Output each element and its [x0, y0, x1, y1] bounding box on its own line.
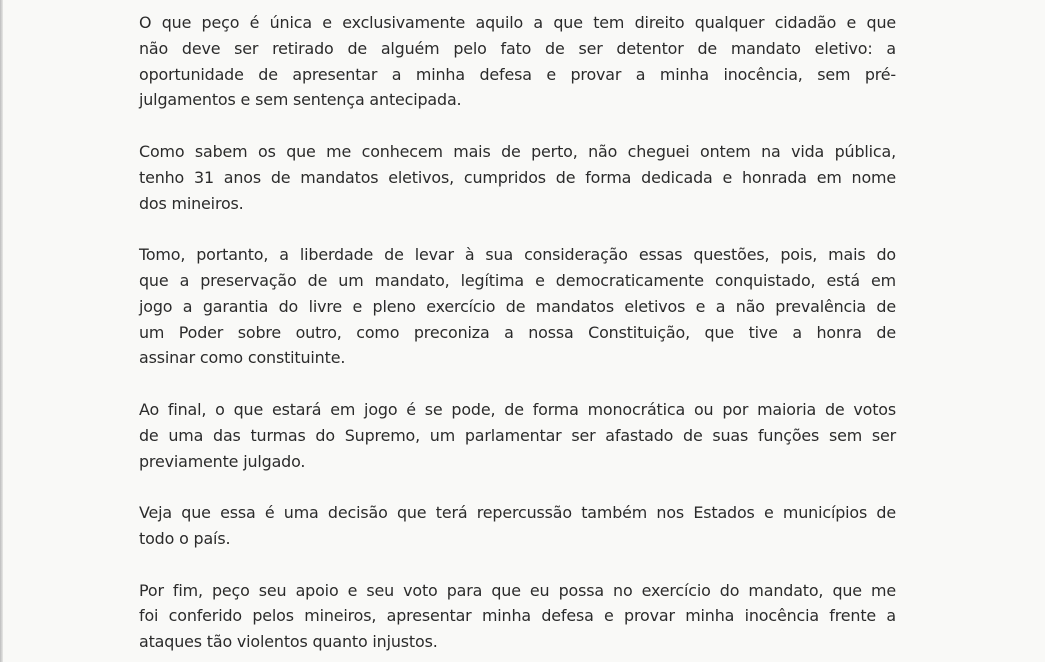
text-line: que a preservação de um mandato, legítima e democraticamente conquistado, está em — [139, 270, 896, 290]
text-line: Tomo, portanto, a liberdade de levar à sua consideração essas questões, pois, mais do — [139, 245, 896, 265]
text-line: Ao final, o que estará em jogo é se pode, de forma monocrática ou por maioria de votos — [139, 399, 896, 419]
text-line: oportunidade de apresentar a minha defesa e provar a minha inocência, sem pré- — [139, 64, 896, 84]
text-line: assinar como constituinte. — [139, 348, 346, 368]
paragraph-public-life — [139, 139, 896, 216]
text-line: ataques tão violentos quanto injustos. — [139, 632, 438, 652]
text-line: O que peço é única e exclusivamente aquilo a que tem direito qualquer cidadão e que — [139, 13, 896, 32]
text-line: foi conferido pelos mineiros, apresentar minha defesa e provar minha inocência frente a — [139, 606, 896, 626]
text-line: Veja que essa é uma decisão que terá repercussão também nos Estados e municípios de — [139, 503, 896, 523]
paragraph-defense-request — [139, 10, 896, 113]
paragraph-repercussion — [139, 500, 896, 552]
text-line: previamente julgado. — [139, 451, 306, 471]
page-edge-shadow — [0, 0, 3, 662]
paragraph-constitution — [139, 242, 896, 371]
paragraph-final-question — [139, 397, 896, 474]
paragraph-closing-request — [139, 578, 896, 655]
letter-body — [139, 10, 896, 655]
text-line: não deve ser retirado de alguém pelo fato de ser detentor de mandato eletivo: a — [139, 38, 896, 58]
text-line: Como sabem os que me conhecem mais de perto, não cheguei ontem na vida pública, — [139, 141, 896, 161]
text-line: tenho 31 anos de mandatos eletivos, cumpridos de forma dedicada e honrada em nome — [139, 167, 896, 187]
text-line: todo o país. — [139, 528, 231, 548]
text-line: um Poder sobre outro, como preconiza a nossa Constituição, que tive a honra de — [139, 322, 896, 342]
text-line: Por fim, peço seu apoio e seu voto para que eu possa no exercício do mandato, que me — [139, 580, 896, 600]
text-line: de uma das turmas do Supremo, um parlamentar ser afastado de suas funções sem ser — [139, 425, 896, 445]
text-line: jogo a garantia do livre e pleno exercício de mandatos eletivos e a não prevalência de — [139, 296, 896, 316]
text-line: julgamentos e sem sentença antecipada. — [139, 90, 462, 110]
text-line: dos mineiros. — [139, 193, 244, 213]
